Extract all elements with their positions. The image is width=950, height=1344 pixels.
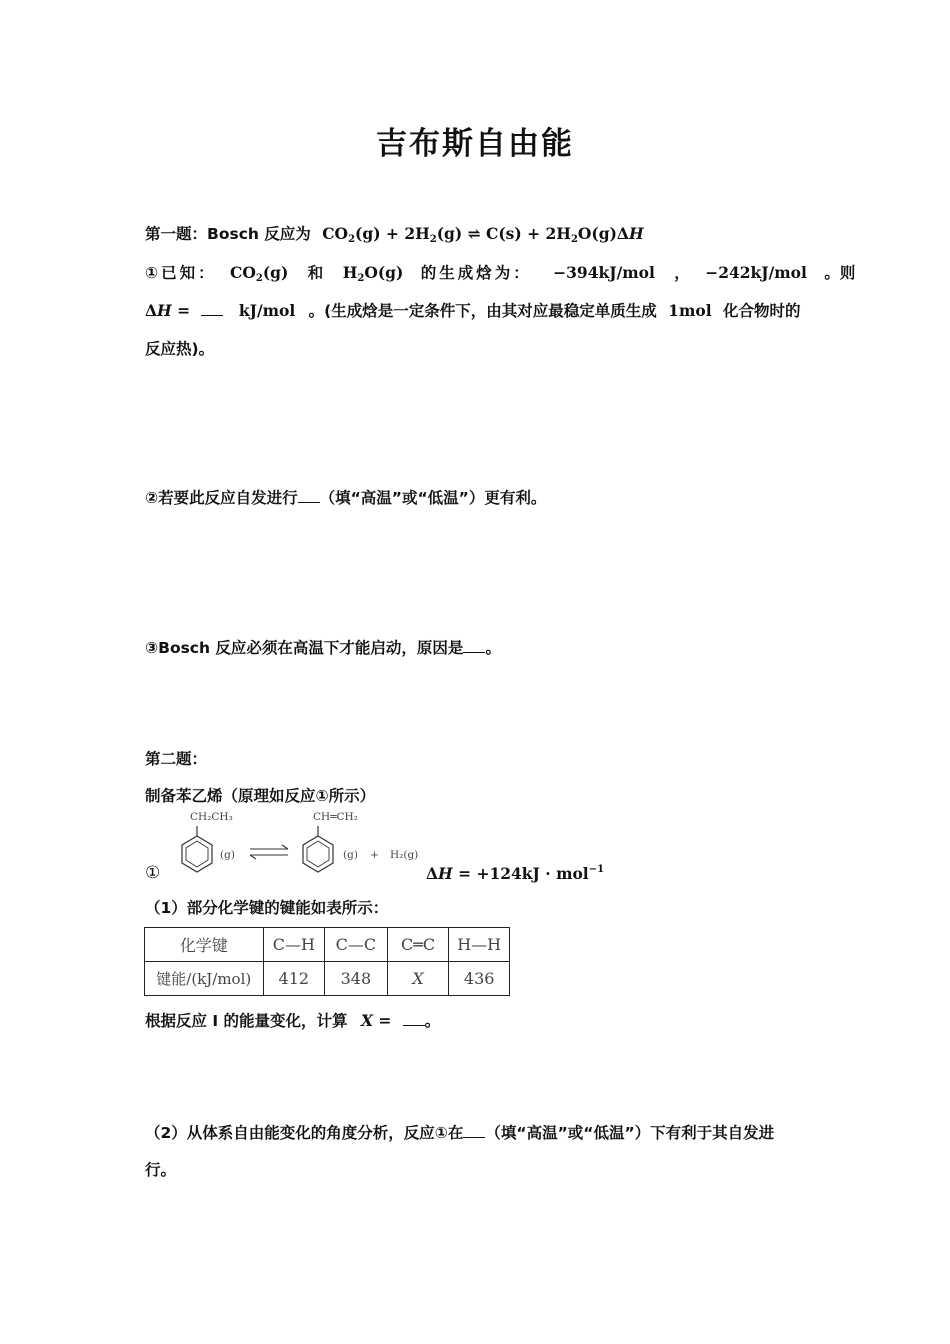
state-g1: (g): [220, 849, 235, 861]
bosch-reaction: $CO_2(g) + 2H_2(g)$ ⇌ $C(s) + 2H_2O(g)\Delta H$: [322, 224, 644, 245]
q2-calc: 根据反应 I 的能量变化，计算 X = 。: [145, 1011, 441, 1030]
table-row-label: 键能/(kJ/mol): [145, 962, 264, 996]
q2-calc-text: 根据反应 I 的能量变化，计算: [145, 1012, 348, 1030]
ethylbenzene-ring: [182, 826, 212, 872]
product-group: CH═CH₂: [313, 811, 358, 823]
state-g2: (g): [343, 849, 358, 861]
q1-p3-blank[interactable]: [463, 640, 485, 653]
table-cell: 412: [263, 962, 325, 996]
q2-sub2-line1: [145, 1121, 774, 1143]
q2-sub2-blank[interactable]: [463, 1125, 485, 1138]
q1-and: 和: [307, 264, 324, 282]
bond-energy-table: [144, 927, 510, 996]
q2-x-var: X: [360, 1011, 373, 1030]
q1-p1-text: 的生成焓为：: [420, 264, 532, 282]
table-cell: 348: [325, 962, 388, 996]
q1-p2-text: ②若要此反应自发进行: [145, 489, 298, 507]
q1-mol: 1mol: [668, 301, 712, 320]
q1-heading: 第一题：Bosch 反应为: [145, 225, 311, 243]
table-header-cell: 化学键: [145, 928, 264, 962]
q1-then: 。则: [824, 264, 856, 282]
q2-intro: 制备苯乙烯（原理如反应①所示）: [145, 787, 376, 805]
table-header-cell: C—H: [263, 928, 325, 962]
reactant-group: CH₂CH₃: [190, 811, 233, 823]
q1-part1-line2: [145, 299, 801, 321]
table-header-cell: C—C: [325, 928, 388, 962]
q1-p1-label: ①已知：: [145, 264, 217, 282]
q2-calc-blank[interactable]: [403, 1013, 425, 1026]
page-title: 吉布斯自由能: [376, 126, 574, 162]
q1-part2: [145, 486, 546, 508]
q2-dh: ΔH = +124kJ · mol$^{-1}$: [426, 864, 605, 883]
equilibrium-arrow: [250, 845, 288, 859]
q1-p2-hint: （填“高温”或“低温”）更有利。: [319, 489, 547, 507]
q1-answer-blank[interactable]: [201, 303, 223, 316]
q2-sub2-text: （2）从体系自由能变化的角度分析，反应①在: [145, 1124, 464, 1142]
q1-species-co2: $CO_2(g)$: [230, 263, 289, 284]
table-header-cell: H—H: [449, 928, 510, 962]
q1-val1: −394kJ/mol: [553, 263, 655, 282]
table-header-row: [145, 928, 510, 962]
q1-part3: [145, 636, 501, 658]
q2-enthalpy: [426, 864, 604, 883]
q2-sub2-line2: 行。: [145, 1161, 177, 1179]
q2-marker: ①: [145, 863, 161, 883]
q1-heading-line: [145, 222, 644, 245]
styrene-reaction-scheme: [170, 808, 430, 888]
q1-p3-text: ③Bosch 反应必须在高温下才能启动，原因是: [145, 639, 464, 657]
q2-heading: 第二题：: [145, 750, 208, 768]
q1-p3-end: 。: [485, 639, 501, 657]
table-row: [145, 962, 510, 996]
q1-comma: ，: [674, 264, 690, 282]
q1-part1-line1: [145, 261, 856, 284]
q1-note2: 化合物时的: [723, 302, 801, 320]
table-cell: X: [387, 962, 449, 996]
q1-unit: kJ/mol: [238, 301, 296, 320]
q1-dh: ΔH =: [145, 301, 191, 320]
q1-part1-line3: 反应热)。: [145, 340, 215, 358]
plus-sign: +: [370, 849, 379, 861]
q1-note: 。(生成焓是一定条件下，由其对应最稳定单质生成: [308, 302, 657, 320]
q1-p2-blank[interactable]: [298, 490, 320, 503]
q2-sub2-hint: （填“高温”或“低温”）下有利于其自发进: [485, 1124, 775, 1142]
table-cell: 436: [449, 962, 510, 996]
hydrogen-product: H₂(g): [390, 849, 419, 861]
table-header-cell: C═C: [387, 928, 449, 962]
q2-calc-end: 。: [424, 1012, 441, 1030]
q2-sub1: （1）部分化学键的键能如表所示：: [145, 899, 389, 917]
q1-val2: −242kJ/mol: [705, 263, 807, 282]
styrene-ring: [303, 826, 333, 872]
q1-species-h2o: $H_2O(g)$: [342, 263, 404, 284]
